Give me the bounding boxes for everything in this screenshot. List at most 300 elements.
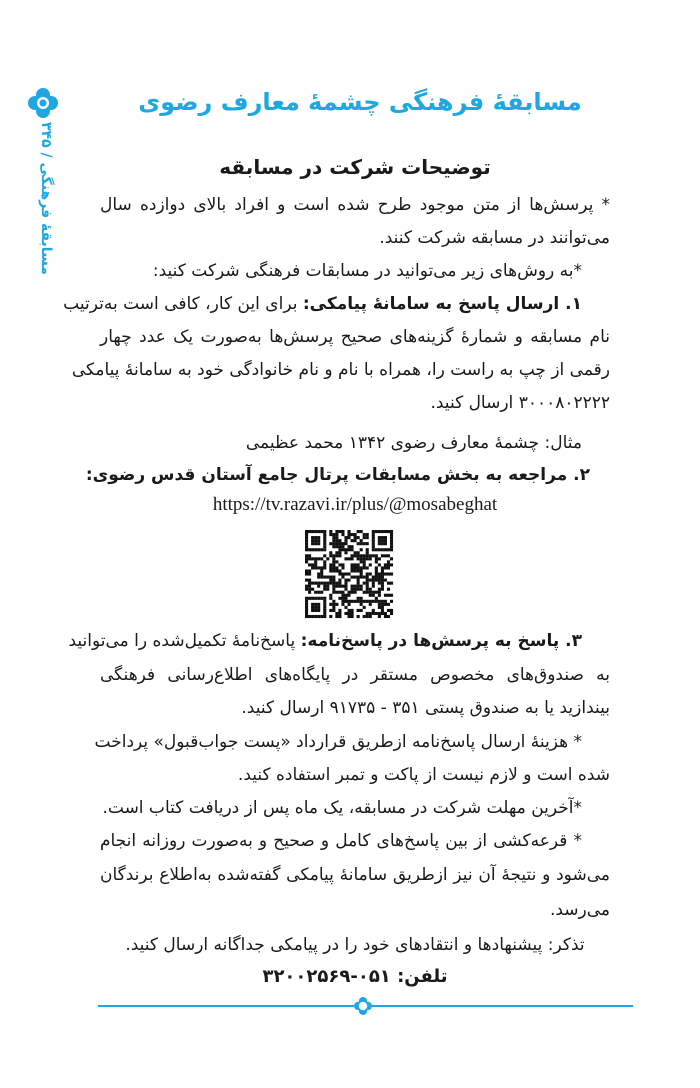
qr-module (329, 579, 332, 582)
paragraph-line: *به روش‌های زیر می‌توانید در مسابقات فرهنگی شرکت کنید: (152, 261, 582, 281)
qr-module (311, 597, 314, 600)
paragraph-line: * پرسش‌ها از متن موجود طرح شده است و افراد بالای دوازده سال (100, 195, 610, 215)
qr-module (384, 612, 387, 615)
qr-module (317, 536, 320, 539)
qr-module (308, 548, 311, 551)
qr-module (335, 560, 338, 563)
qr-module (387, 582, 390, 585)
qr-module (323, 539, 326, 542)
qr-module (308, 572, 311, 575)
qr-module (332, 569, 335, 572)
qr-module (378, 536, 381, 539)
qr-module (344, 582, 347, 585)
qr-module (335, 542, 338, 545)
qr-module (360, 576, 363, 579)
qr-module (332, 609, 335, 612)
qr-module (354, 533, 357, 536)
qr-module (323, 560, 326, 563)
qr-module (369, 603, 372, 606)
qr-module (372, 600, 375, 603)
qr-module (344, 536, 347, 539)
qr-module (375, 548, 378, 551)
qr-module (323, 603, 326, 606)
qr-module (347, 591, 350, 594)
qr-module (347, 557, 350, 560)
qr-module (390, 594, 393, 597)
qr-module (384, 600, 387, 603)
qr-module (305, 579, 308, 582)
qr-module (360, 539, 363, 542)
qr-module (314, 542, 317, 545)
qr-module (384, 579, 387, 582)
qr-module (305, 585, 308, 588)
qr-module (317, 566, 320, 569)
qr-module (354, 588, 357, 591)
qr-module (308, 591, 311, 594)
qr-module (341, 566, 344, 569)
qr-module (311, 539, 314, 542)
qr-module (363, 533, 366, 536)
qr-module (351, 533, 354, 536)
qr-module (335, 585, 338, 588)
qr-module (305, 597, 308, 600)
qr-module (344, 572, 347, 575)
qr-module (375, 600, 378, 603)
qr-module (372, 533, 375, 536)
qr-module (366, 576, 369, 579)
qr-module (372, 594, 375, 597)
qr-module (351, 545, 354, 548)
qr-module (381, 566, 384, 569)
qr-module (360, 597, 363, 600)
paragraph-line: بیندازید یا به صندوق پستی ۳۵۱ - ۹۱۷۳۵ ارسال کنید. (241, 698, 610, 718)
qr-module (390, 530, 393, 533)
qr-module (329, 551, 332, 554)
qr-module (323, 554, 326, 557)
qr-module (323, 548, 326, 551)
qr-module (363, 542, 366, 545)
qr-module (344, 585, 347, 588)
qr-module (372, 554, 375, 557)
qr-module (354, 591, 357, 594)
qr-module (314, 566, 317, 569)
qr-module (323, 576, 326, 579)
qr-module (372, 530, 375, 533)
qr-module (363, 560, 366, 563)
qr-module (344, 539, 347, 542)
qr-module (317, 582, 320, 585)
qr-module (363, 576, 366, 579)
qr-module (308, 557, 311, 560)
qr-module (363, 566, 366, 569)
qr-module (335, 533, 338, 536)
qr-module (305, 572, 308, 575)
qr-module (360, 588, 363, 591)
qr-module (390, 582, 393, 585)
paragraph-line: *آخرین مهلت شرکت در مسابقه، یک ماه پس از دریافت کتاب است. (102, 798, 582, 818)
qr-module (323, 582, 326, 585)
qr-module (332, 542, 335, 545)
qr-module (357, 554, 360, 557)
qr-module (354, 563, 357, 566)
qr-module (311, 548, 314, 551)
qr-module (323, 588, 326, 591)
qr-module (354, 536, 357, 539)
qr-module (378, 606, 381, 609)
qr-module (381, 530, 384, 533)
qr-module (305, 536, 308, 539)
paragraph-line: می‌توانند در مسابقه شرکت کنند. (379, 228, 610, 248)
qr-module (305, 569, 308, 572)
paragraph-line: * قرعه‌کشی از بین پاسخ‌های کامل و صحیح و به‌صورت روزانه انجام (100, 831, 582, 851)
qr-module (341, 545, 344, 548)
qr-module (320, 569, 323, 572)
qr-module (372, 585, 375, 588)
qr-module (344, 606, 347, 609)
qr-module (384, 548, 387, 551)
qr-module (335, 569, 338, 572)
qr-module (329, 609, 332, 612)
qr-module (363, 606, 366, 609)
qr-module (351, 557, 354, 560)
qr-module (366, 542, 369, 545)
qr-module (341, 600, 344, 603)
qr-module (311, 563, 314, 566)
method-1-line (63, 289, 610, 319)
qr-module (390, 600, 393, 603)
qr-module (344, 588, 347, 591)
qr-module (332, 606, 335, 609)
qr-module (381, 539, 384, 542)
qr-module (311, 566, 314, 569)
qr-module (360, 585, 363, 588)
qr-module (347, 533, 350, 536)
qr-module (357, 615, 360, 618)
qr-module (369, 588, 372, 591)
qr-module (314, 557, 317, 560)
qr-module (372, 536, 375, 539)
qr-module (314, 548, 317, 551)
qr-module (341, 542, 344, 545)
qr-module (311, 582, 314, 585)
qr-module (320, 615, 323, 618)
qr-module (390, 557, 393, 560)
paragraph-line: شده است و لازم نیست از پاکت و تمبر استفاده کنید. (237, 765, 610, 785)
qr-module (305, 542, 308, 545)
qr-module (390, 609, 393, 612)
qr-module (366, 579, 369, 582)
qr-module (314, 597, 317, 600)
qr-module (320, 576, 323, 579)
qr-module (329, 582, 332, 585)
qr-module (363, 600, 366, 603)
qr-module (341, 530, 344, 533)
qr-module (375, 560, 378, 563)
qr-module (366, 557, 369, 560)
qr-module (372, 609, 375, 612)
qr-module (363, 563, 366, 566)
qr-module (329, 615, 332, 618)
qr-module (326, 582, 329, 585)
qr-module (308, 597, 311, 600)
qr-module (387, 554, 390, 557)
qr-module (308, 585, 311, 588)
qr-module (351, 548, 354, 551)
page-title: مسابقهٔ فرهنگی چشمهٔ معارف رضوی (138, 88, 582, 116)
flower-icon (354, 997, 372, 1015)
qr-module (335, 612, 338, 615)
qr-module (344, 612, 347, 615)
qr-module (338, 545, 341, 548)
qr-module (338, 591, 341, 594)
qr-module (323, 533, 326, 536)
qr-module (311, 606, 314, 609)
qr-module (372, 612, 375, 615)
qr-module (311, 536, 314, 539)
qr-module (338, 572, 341, 575)
portal-link[interactable]: https://tv.razavi.ir/plus/@mosabeghat (212, 494, 498, 515)
method-3-title: ۳. پاسخ به پرسش‌ها در پاسخ‌نامه: (300, 631, 582, 651)
qr-module (384, 536, 387, 539)
qr-module (311, 615, 314, 618)
qr-module (341, 591, 344, 594)
qr-module (335, 591, 338, 594)
qr-module (384, 603, 387, 606)
qr-module (378, 603, 381, 606)
qr-module (387, 572, 390, 575)
qr-module (357, 576, 360, 579)
qr-module (363, 536, 366, 539)
qr-module (332, 539, 335, 542)
qr-module (375, 612, 378, 615)
qr-module (308, 615, 311, 618)
example-line: مثال: چشمهٔ معارف رضوی ۱۳۴۲ محمد عظیمی (245, 433, 582, 453)
qr-module (357, 569, 360, 572)
qr-module (378, 591, 381, 594)
qr-module (338, 612, 341, 615)
qr-module (381, 572, 384, 575)
flower-icon (28, 88, 58, 118)
qr-module (390, 572, 393, 575)
qr-module (384, 572, 387, 575)
qr-module (360, 603, 363, 606)
qr-module (338, 548, 341, 551)
qr-module (390, 542, 393, 545)
qr-module (372, 545, 375, 548)
qr-module (357, 579, 360, 582)
qr-module (332, 563, 335, 566)
qr-module (329, 554, 332, 557)
qr-module (381, 603, 384, 606)
qr-module (329, 563, 332, 566)
qr-module (372, 582, 375, 585)
qr-module (320, 597, 323, 600)
qr-module (390, 539, 393, 542)
qr-module (344, 597, 347, 600)
qr-module (366, 612, 369, 615)
qr-module (357, 600, 360, 603)
qr-module (335, 582, 338, 585)
qr-module (332, 536, 335, 539)
qr-module (354, 569, 357, 572)
qr-module (329, 533, 332, 536)
qr-module (378, 539, 381, 542)
qr-module (354, 551, 357, 554)
qr-module (387, 603, 390, 606)
qr-module (344, 542, 347, 545)
qr-module (320, 566, 323, 569)
qr-module (375, 579, 378, 582)
qr-module (351, 569, 354, 572)
qr-module (320, 572, 323, 575)
qr-module (387, 594, 390, 597)
qr-module (335, 545, 338, 548)
qr-module (326, 588, 329, 591)
qr-module (378, 548, 381, 551)
qr-module (381, 536, 384, 539)
method-1-title: ۱. ارسال پاسخ به سامانهٔ پیامکی: (302, 294, 582, 314)
qr-module (360, 572, 363, 575)
qr-module (329, 594, 332, 597)
qr-module (344, 557, 347, 560)
qr-module (311, 609, 314, 612)
qr-module (369, 600, 372, 603)
qr-module (320, 582, 323, 585)
qr-module (351, 612, 354, 615)
qr-module (323, 606, 326, 609)
qr-module (363, 554, 366, 557)
qr-module (378, 600, 381, 603)
qr-module (338, 554, 341, 557)
qr-module (323, 615, 326, 618)
qr-module (366, 533, 369, 536)
qr-module (347, 548, 350, 551)
qr-module (357, 530, 360, 533)
qr-module (323, 536, 326, 539)
qr-module (354, 585, 357, 588)
qr-module (357, 557, 360, 560)
qr-module (360, 554, 363, 557)
qr-module (335, 566, 338, 569)
qr-module (369, 572, 372, 575)
paragraph-line: می‌شود و نتیجهٔ آن نیز ازطریق سامانهٔ پیامکی گفته‌شده به‌اطلاع برندگان (100, 865, 610, 885)
phone-number: تلفن: ۰۵۱-۳۲۰۰۲۵۶۹ (262, 966, 448, 987)
paragraph-line: رقمی از چپ به راست را، همراه با نام و نام خانوادگی خود به سامانهٔ پیامکی (71, 360, 610, 380)
qr-module (338, 597, 341, 600)
qr-module (372, 591, 375, 594)
qr-module (329, 542, 332, 545)
qr-module (341, 563, 344, 566)
qr-module (314, 530, 317, 533)
qr-module (369, 579, 372, 582)
qr-module (317, 557, 320, 560)
qr-module (357, 597, 360, 600)
qr-module (387, 588, 390, 591)
qr-module (378, 615, 381, 618)
qr-module (305, 606, 308, 609)
qr-module (390, 563, 393, 566)
qr-module (384, 554, 387, 557)
qr-module (390, 536, 393, 539)
qr-module (338, 609, 341, 612)
qr-module (323, 563, 326, 566)
qr-module (384, 615, 387, 618)
qr-module (317, 603, 320, 606)
method-2-title: ۲. مراجعه به بخش مسابقات پرتال جامع آستان قدس رضوی: (85, 465, 590, 485)
qr-module (351, 554, 354, 557)
qr-module (314, 539, 317, 542)
qr-module (366, 585, 369, 588)
qr-module (317, 615, 320, 618)
qr-module (387, 548, 390, 551)
qr-module (378, 588, 381, 591)
qr-module (335, 551, 338, 554)
qr-module (363, 591, 366, 594)
qr-module (375, 554, 378, 557)
qr-module (366, 600, 369, 603)
qr-module (323, 597, 326, 600)
qr-module (369, 591, 372, 594)
qr-module (305, 588, 308, 591)
qr-module (357, 536, 360, 539)
qr-module (360, 557, 363, 560)
qr-module (338, 585, 341, 588)
qr-module (311, 588, 314, 591)
qr-module (378, 572, 381, 575)
qr-module (360, 609, 363, 612)
qr-module (338, 579, 341, 582)
qr-module (317, 597, 320, 600)
qr-module (369, 557, 372, 560)
qr-module (320, 530, 323, 533)
qr-module (354, 566, 357, 569)
qr-module (378, 542, 381, 545)
qr-module (381, 576, 384, 579)
qr-module (360, 548, 363, 551)
qr-module (378, 576, 381, 579)
qr-module (381, 579, 384, 582)
qr-module (314, 615, 317, 618)
qr-module (351, 566, 354, 569)
qr-module (384, 542, 387, 545)
qr-module (335, 603, 338, 606)
qr-module (344, 551, 347, 554)
qr-module (311, 557, 314, 560)
qr-module (317, 609, 320, 612)
qr-module (363, 557, 366, 560)
qr-module (357, 588, 360, 591)
qr-module (332, 566, 335, 569)
qr-module (305, 603, 308, 606)
qr-module (323, 609, 326, 612)
qr-module (338, 582, 341, 585)
qr-module (390, 548, 393, 551)
qr-module (305, 554, 308, 557)
qr-module (314, 560, 317, 563)
qr-module (384, 594, 387, 597)
qr-module (323, 566, 326, 569)
qr-module (366, 588, 369, 591)
qr-module (347, 530, 350, 533)
qr-module (344, 594, 347, 597)
qr-module (332, 554, 335, 557)
qr-module (332, 588, 335, 591)
qr-module (308, 554, 311, 557)
qr-module (338, 569, 341, 572)
qr-module (351, 576, 354, 579)
qr-module (375, 572, 378, 575)
qr-module (351, 563, 354, 566)
